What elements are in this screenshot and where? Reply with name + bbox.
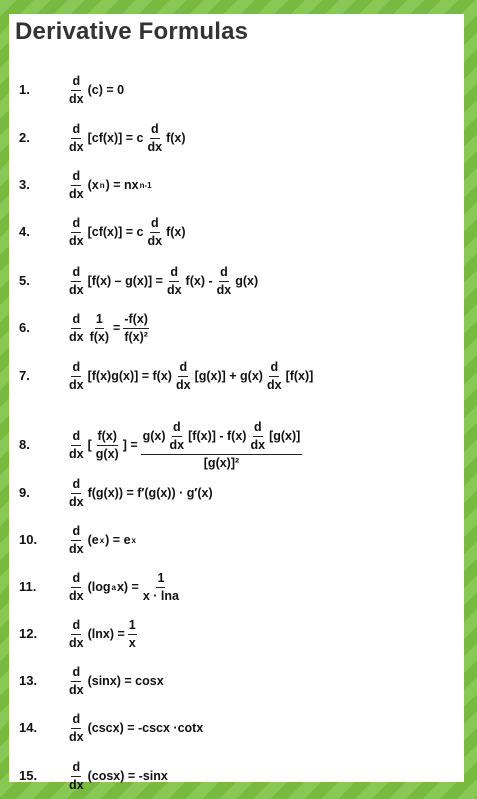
fraction — [68, 265, 85, 298]
fraction — [68, 760, 85, 793]
fraction — [249, 420, 266, 453]
fraction-numerator — [141, 420, 303, 455]
formula-number: 6. — [19, 320, 30, 335]
formula-expression — [66, 212, 187, 252]
fraction-numerator: d — [71, 312, 81, 329]
fraction — [147, 216, 164, 249]
fraction — [266, 360, 283, 393]
fraction-denominator: dx — [69, 494, 84, 509]
fraction-denominator: dx — [69, 186, 84, 201]
fraction — [68, 477, 85, 510]
formula-text: = — [113, 321, 121, 335]
fraction-numerator: -f(x) — [123, 312, 149, 329]
formula-number: 7. — [19, 368, 30, 383]
formula-row — [9, 118, 464, 158]
formula-text: (e — [87, 533, 99, 547]
formula-text: ) = nx — [105, 178, 139, 192]
formula-row — [9, 567, 464, 607]
fraction-denominator: dx — [69, 91, 84, 106]
formula-text: g(x) — [235, 274, 259, 288]
fraction-numerator: d — [71, 665, 81, 682]
fraction — [142, 571, 180, 604]
formula-number: 9. — [19, 485, 30, 500]
fraction — [175, 360, 192, 393]
formula-text: (x — [87, 178, 99, 192]
fraction-denominator: dx — [69, 588, 84, 603]
formula-superscript: x — [99, 535, 105, 545]
formula-expression — [66, 520, 136, 560]
formula-expression — [66, 261, 259, 301]
formula-number: 15. — [19, 768, 38, 783]
fraction-numerator: 1 — [128, 618, 137, 635]
fraction — [89, 312, 110, 345]
formula-text: [f(x)] - f(x) — [188, 428, 247, 443]
formula-text: [ — [87, 438, 92, 452]
fraction-numerator: d — [71, 265, 81, 282]
fraction-numerator: d — [71, 571, 81, 588]
formula-row — [9, 356, 464, 396]
formula-row — [9, 520, 464, 560]
fraction-denominator: [g(x)]² — [203, 455, 240, 470]
fraction-denominator: dx — [166, 282, 182, 297]
fraction-denominator: dx — [69, 233, 84, 248]
formula-number: 2. — [19, 130, 30, 145]
fraction-numerator: d — [71, 216, 81, 233]
fraction-denominator: dx — [69, 635, 84, 650]
formula-text: (cscx) = -cscx ·cotx — [87, 721, 204, 735]
fraction-numerator: d — [71, 760, 81, 777]
formula-number: 3. — [19, 177, 30, 192]
fraction-denominator: f(x) — [89, 329, 110, 344]
fraction-denominator: dx — [175, 377, 191, 392]
formula-text: ) = e — [105, 533, 131, 547]
fraction — [68, 712, 85, 745]
fraction-large — [141, 420, 303, 471]
formula-text: g(x) — [142, 428, 166, 443]
formula-superscript: n — [99, 180, 105, 190]
formula-expression — [66, 567, 182, 607]
fraction — [68, 122, 85, 155]
formula-row — [9, 708, 464, 748]
fraction-denominator: dx — [69, 777, 84, 792]
fraction-numerator: d — [269, 360, 279, 377]
formula-text: [f(x)g(x)] = f(x) — [87, 369, 172, 383]
fraction-denominator: dx — [147, 139, 163, 154]
fraction-denominator: dx — [250, 437, 266, 452]
formula-row — [9, 614, 464, 654]
formula-expression — [66, 661, 165, 701]
formula-text: [f(x) – g(x)] = — [87, 274, 163, 288]
fraction — [68, 524, 85, 557]
fraction-numerator: d — [71, 169, 81, 186]
fraction-numerator: 1 — [95, 312, 104, 329]
fraction-numerator: d — [169, 265, 179, 282]
fraction-numerator: 1 — [156, 571, 165, 588]
fraction-denominator: dx — [69, 446, 84, 461]
formula-text: f(g(x)) = f′(g(x)) · g′(x) — [87, 486, 213, 500]
formula-expression — [66, 70, 125, 110]
fraction — [128, 618, 137, 651]
fraction-denominator: dx — [69, 541, 84, 556]
formula-row — [9, 212, 464, 252]
formula-expression — [66, 708, 204, 748]
formula-text: (log — [87, 580, 111, 594]
formula-expression — [66, 473, 214, 513]
fraction-denominator: dx — [216, 282, 232, 297]
formula-superscript: x — [131, 535, 136, 545]
formula-text: (sinx) = cosx — [87, 674, 164, 688]
formula-text: ] = — [122, 438, 138, 452]
fraction-denominator: f(x)² — [124, 329, 148, 344]
fraction-numerator: d — [172, 420, 182, 437]
fraction — [123, 312, 149, 345]
formula-row — [9, 70, 464, 110]
fraction-denominator: g(x) — [95, 446, 119, 461]
fraction-numerator: d — [150, 122, 160, 139]
fraction-denominator: dx — [147, 233, 163, 248]
fraction — [68, 216, 85, 249]
formula-number: 14. — [19, 720, 38, 735]
formula-number: 4. — [19, 224, 30, 239]
formula-expression — [66, 165, 152, 205]
fraction — [68, 360, 85, 393]
fraction-denominator: dx — [69, 282, 84, 297]
formula-expression — [66, 118, 187, 158]
formula-text: (c) = 0 — [87, 83, 125, 97]
fraction-denominator: dx — [69, 682, 84, 697]
formula-expression — [66, 756, 169, 796]
page-title: Derivative Formulas — [15, 18, 249, 45]
fraction-numerator: d — [71, 618, 81, 635]
fraction-numerator: d — [150, 216, 160, 233]
formula-row — [9, 308, 464, 348]
formula-number: 5. — [19, 273, 30, 288]
formula-row — [9, 261, 464, 301]
formula-number: 13. — [19, 673, 38, 688]
formula-text: (lnx) = — [87, 627, 125, 641]
fraction-denominator: dx — [69, 377, 84, 392]
formula-text: f(x) — [166, 225, 186, 239]
formula-row — [9, 661, 464, 701]
formula-text: x) = — [116, 580, 139, 594]
formula-text: [cf(x)] = c — [87, 225, 144, 239]
formula-text: (cosx) = -sinx — [87, 769, 168, 783]
fraction — [68, 169, 85, 202]
formula-number: 1. — [19, 82, 30, 97]
formula-row — [9, 473, 464, 513]
fraction-numerator: d — [71, 524, 81, 541]
fraction-denominator: dx — [69, 139, 84, 154]
fraction — [68, 571, 85, 604]
fraction-denominator: dx — [69, 729, 84, 744]
fraction-numerator: d — [71, 712, 81, 729]
fraction-numerator: d — [71, 74, 81, 91]
formula-number: 8. — [19, 437, 30, 452]
fraction-numerator: d — [219, 265, 229, 282]
fraction-numerator: f(x) — [97, 429, 118, 446]
formula-text: [g(x)] — [269, 428, 301, 443]
fraction — [68, 312, 85, 345]
formula-number: 10. — [19, 532, 38, 547]
fraction — [68, 74, 85, 107]
formula-number: 11. — [19, 579, 37, 594]
fraction-numerator: d — [71, 122, 81, 139]
formula-expression — [66, 614, 139, 654]
formula-expression — [66, 419, 304, 471]
fraction-denominator: dx — [169, 437, 185, 452]
fraction-numerator: d — [178, 360, 188, 377]
formula-text: [g(x)] + g(x) — [194, 369, 263, 383]
fraction — [68, 665, 85, 698]
fraction — [68, 429, 85, 462]
fraction-denominator: dx — [266, 377, 282, 392]
formula-text: f(x) - — [185, 274, 213, 288]
formula-subscript: a — [111, 582, 116, 592]
formula-row — [9, 756, 464, 796]
fraction-numerator: d — [253, 420, 263, 437]
fraction-denominator: x · lna — [142, 588, 179, 603]
formula-card — [9, 14, 464, 792]
fraction-denominator: dx — [69, 329, 84, 344]
fraction — [166, 265, 183, 298]
fraction — [169, 420, 186, 453]
formula-superscript: n-1 — [139, 180, 152, 190]
fraction-numerator: d — [71, 477, 81, 494]
fraction-denominator: x — [128, 635, 136, 650]
fraction-numerator: d — [71, 429, 81, 446]
formula-text: f(x) — [166, 131, 186, 145]
formula-row — [9, 165, 464, 205]
fraction — [68, 618, 85, 651]
formula-text: [f(x)] — [285, 369, 314, 383]
fraction — [147, 122, 164, 155]
formula-expression — [66, 356, 314, 396]
formula-expression — [66, 308, 151, 348]
fraction-numerator: d — [71, 360, 81, 377]
formula-number: 12. — [19, 626, 38, 641]
fraction — [216, 265, 233, 298]
fraction — [95, 429, 120, 462]
formula-text: [cf(x)] = c — [87, 131, 144, 145]
formula-row — [9, 419, 464, 471]
